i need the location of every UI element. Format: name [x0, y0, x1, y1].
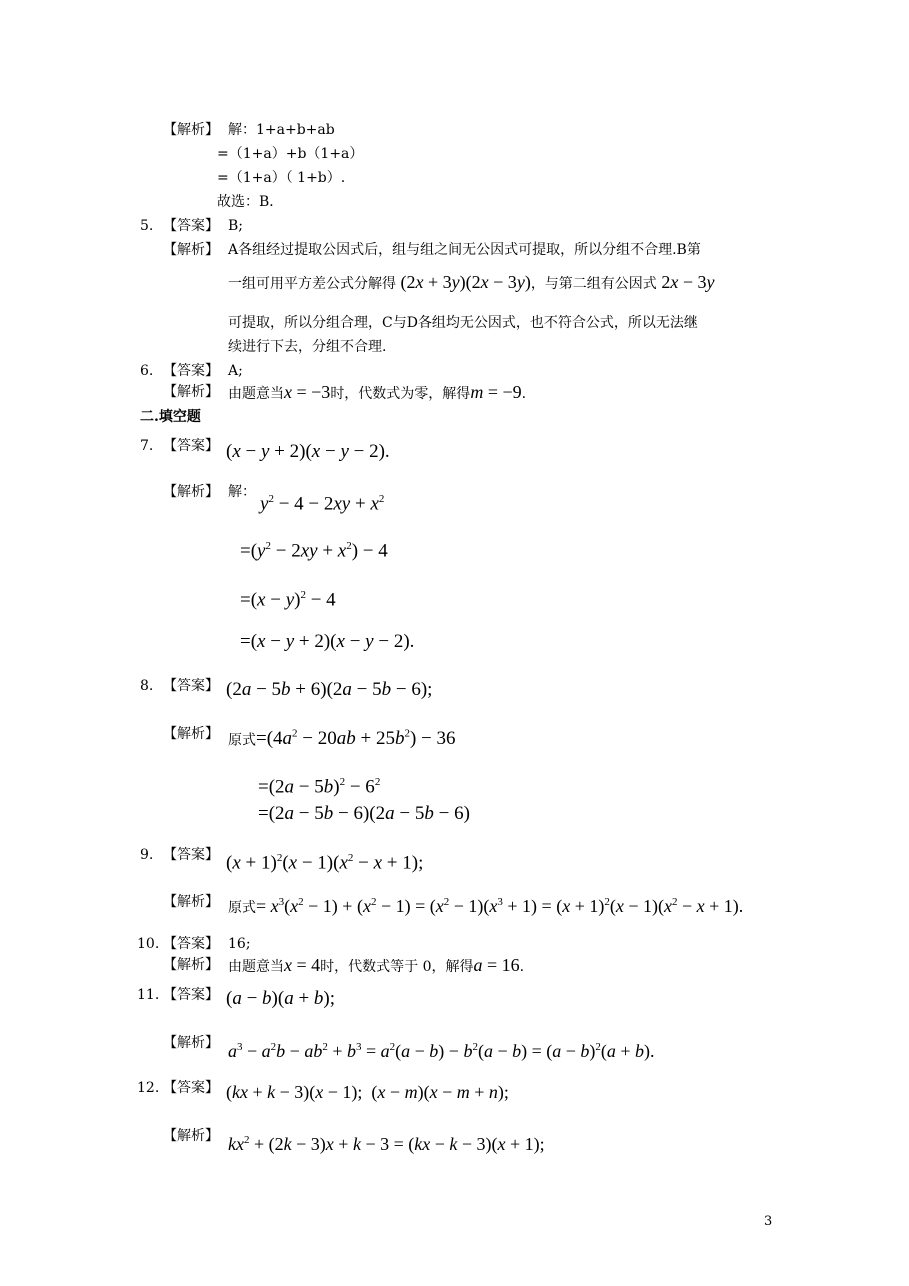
analysis-tag: 【解析】 — [163, 726, 219, 742]
q10-text-b: 时，代数式等于 0，解得 — [320, 959, 474, 975]
q4-line-3: =（1+a）（ 1+b）. — [217, 170, 346, 186]
q10-number: 10. — [137, 936, 160, 952]
answer-tag: 【答案】 — [163, 218, 219, 234]
q9-answer-math: $(x + 1)^2(x - 1)(x^2 - x + 1)$; — [226, 852, 424, 874]
answer-tag: 【答案】 — [163, 1080, 219, 1096]
answer-tag: 【答案】 — [163, 987, 219, 1003]
q8-answer-math: (2a − 5b + 6)(2a − 5b − 6); — [226, 679, 433, 700]
q4-line-2: =（1+a）+b（1+a） — [217, 146, 364, 162]
q7-jie: 解： — [228, 484, 256, 500]
answer-tag: 【答案】 — [163, 678, 219, 694]
q10-analysis — [228, 955, 524, 977]
q10-math-a: a = 16 — [473, 955, 520, 975]
q4-line-4: 故选：B． — [217, 194, 284, 210]
analysis-tag: 【解析】 — [163, 484, 219, 500]
q6-analysis — [228, 382, 526, 404]
section-fill-in-blank: 二.填空题 — [140, 409, 201, 425]
answer-tag: 【答案】 — [163, 936, 219, 952]
q9-number: 9. — [140, 847, 154, 863]
q7-number: 7. — [140, 438, 154, 454]
q11-answer-math: (a − b)(a + b); — [226, 988, 336, 1009]
analysis-tag: 【解析】 — [163, 894, 219, 910]
q6-text-c: . — [521, 386, 527, 402]
q8-number: 8. — [140, 678, 154, 694]
q5-text-a: 一组可用平方差公式分解得 — [228, 276, 396, 292]
analysis-tag: 【解析】 — [163, 242, 219, 258]
analysis-tag: 【解析】 — [163, 122, 219, 138]
q5-analysis-line-3: 可提取，所以分组合理，C与D各组均无公因式，也不符合公式，所以无法继 — [228, 315, 698, 331]
q7-step-1: $y^2 - 4 - 2xy + x^2$ — [260, 493, 385, 515]
q6-math-x: x = −3 — [284, 382, 331, 402]
q7-step-2: $=(y^2 - 2xy + x^2) - 4$ — [240, 540, 388, 562]
q5-math-common: 2x − 3y — [656, 272, 715, 292]
q5-math-factor: (2x + 3y)(2x − 3y) — [396, 272, 531, 292]
q5-analysis-line-4: 续进行下去，分组不合理. — [228, 339, 387, 355]
q11-analysis-math: $a^3 - a^2b - ab^2 + b^3 = a^2(a - b) - b^2(a - b) = (a - b)^2(a + b)$. — [228, 1041, 655, 1061]
q5-text-b: ，与第二组有公因式 — [530, 276, 657, 292]
q6-text-b: 时，代数式为零，解得 — [330, 386, 471, 402]
q9-analysis-math: = $x^3(x^2 - 1) + (x^2 - 1) = (x^2 - 1)(x^3 + 1) = (x + 1)^2(x - 1)(x^2 - x + 1)$. — [256, 896, 744, 916]
q8-step-2: $=(2a - 5b)^2 - 6^2$ — [258, 776, 381, 798]
q7-step-4: =(x − y + 2)(x − y − 2). — [240, 631, 415, 652]
q6-text-a: 由题意当 — [228, 386, 284, 402]
q10-math-x: x = 4 — [284, 955, 321, 975]
analysis-tag: 【解析】 — [163, 957, 219, 973]
q5-analysis-line-1: A各组经过提取公因式后，组与组之间无公因式可提取，所以分组不合理.B第 — [228, 242, 701, 258]
q4-line-1: 解：1+a+b+ab — [228, 122, 335, 138]
answer-tag: 【答案】 — [163, 438, 219, 454]
q6-math-m: m = −9 — [470, 382, 522, 402]
q8-step-1: $=(4a^2 - 20ab + 25b^2) - 36$ — [256, 728, 456, 750]
q5-analysis-line-2 — [228, 272, 714, 294]
q9-yuanshi-label: 原式 — [228, 900, 256, 916]
q12-analysis-math: $kx^2 + (2k - 3)x + k - 3 = (kx - k - 3)(x + 1)$; — [228, 1134, 545, 1154]
q10-answer: 16; — [228, 936, 251, 952]
q8-step-3: =(2a − 5b − 6)(2a − 5b − 6) — [258, 803, 470, 824]
answer-tag: 【答案】 — [163, 363, 219, 379]
q10-text-c: . — [519, 959, 525, 975]
q9-analysis — [228, 892, 743, 918]
q6-answer: A; — [228, 363, 243, 379]
q7-answer-math: (x − y + 2)(x − y − 2). — [226, 441, 390, 462]
q11-number: 11. — [137, 987, 160, 1003]
page-number: 3 — [764, 1214, 773, 1229]
q12-answer-math: (kx + k − 3)(x − 1); (x − m)(x − m + n); — [226, 1082, 509, 1102]
q10-text-a: 由题意当 — [228, 959, 284, 975]
q8-yuanshi — [228, 724, 456, 750]
q6-number: 6. — [140, 363, 154, 379]
analysis-tag: 【解析】 — [163, 384, 219, 400]
analysis-tag: 【解析】 — [163, 1128, 219, 1144]
q5-number: 5. — [140, 218, 154, 234]
q8-yuanshi-label: 原式 — [228, 732, 256, 749]
answer-tag: 【答案】 — [163, 847, 219, 863]
q7-step-3: $=(x - y)^2 - 4$ — [240, 589, 336, 611]
q12-number: 12. — [137, 1080, 160, 1096]
q5-answer: B; — [228, 218, 244, 234]
analysis-tag: 【解析】 — [163, 1035, 219, 1051]
